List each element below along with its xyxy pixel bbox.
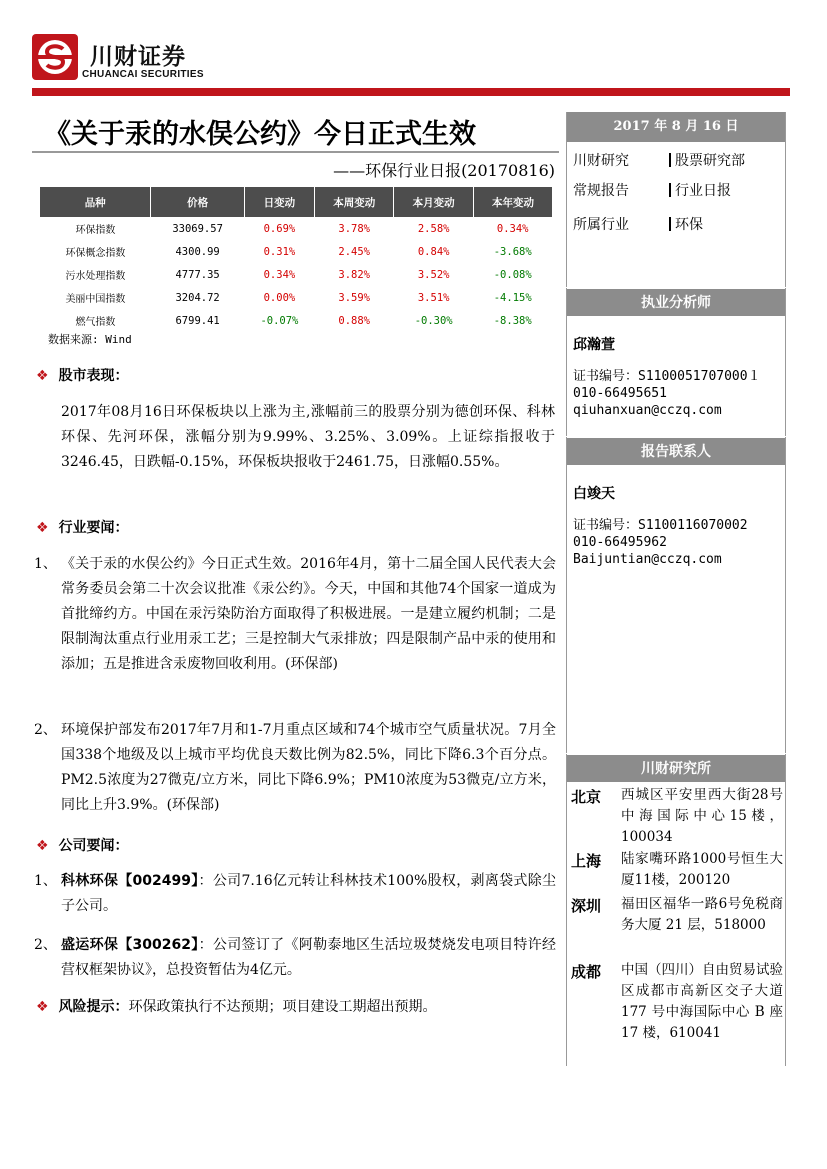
table-cell: 2.58%: [417, 222, 450, 235]
table-cell: 环保概念指数: [65, 248, 126, 259]
table-cell: -8.38%: [493, 314, 532, 327]
table-cell: 3.51%: [417, 291, 450, 304]
table-row: [40, 263, 552, 286]
office-address: 中国（四川）自由贸易试验区成都市高新区交子大道 177 号中海国际中心 B 座 17 楼，610041: [621, 962, 783, 1041]
table-header: 品种: [40, 187, 151, 217]
diamond-bullet-icon: ❖: [36, 838, 49, 854]
list-item: 1、 科林环保【002499】：公司7.16亿元转让科林技术100%股权，剥离袋式除尘子公司。: [34, 873, 556, 914]
table-cell: -0.07%: [260, 314, 299, 327]
table-cell: 美丽中国指数: [65, 294, 126, 305]
market-paragraph: 2017年08月16日环保板块以上涨为主,涨幅前三的股票分别为德创环保、科林环保、先河环保，涨幅分别为9.99%、3.25%、3.09%。上证综指报收于3246.45，日跌幅-0.15%，环保板块报收于2461.75，日涨幅0.55%。: [61, 404, 555, 470]
table-header-row: [40, 187, 552, 217]
brand-name-cn: 川财证券: [90, 44, 186, 70]
institute-heading: 川财研究所: [567, 754, 785, 782]
table-header: 本年变动: [473, 187, 552, 217]
table-cell: 3.78%: [338, 222, 370, 235]
table-cell: 4777.35: [175, 268, 220, 281]
page-title: 《关于汞的水俣公约》今日正式生效: [44, 119, 476, 150]
diamond-bullet-icon: ❖: [36, 520, 49, 536]
analyst-email[interactable]: qiuhanxuan@cczq.com: [573, 403, 722, 418]
analyst-box: [566, 288, 786, 436]
table-cell: 0.00%: [263, 291, 296, 304]
analyst-name: 邱瀚萱: [573, 337, 615, 353]
page-subtitle: ——环保行业日报(20170816): [333, 161, 555, 180]
table-cell: -4.15%: [493, 291, 532, 304]
table-row: [40, 240, 552, 263]
diamond-bullet-icon: ❖: [36, 999, 49, 1015]
table-cell: 33069.57: [172, 222, 223, 235]
table-row: [40, 309, 552, 332]
table-cell: -0.30%: [414, 314, 453, 327]
meta-row: 川财研究 股票研究部: [573, 153, 745, 169]
brand-name-en: CHUANCAI SECURITIES: [82, 69, 204, 80]
section-heading-market: ❖ 股市表现：: [36, 368, 129, 384]
table-cell: 0.34%: [263, 268, 296, 281]
table-cell: 0.34%: [496, 222, 529, 235]
list-item: 2、 环境保护部发布2017年7月和1-7月重点区域和74个城市空气质量状况。7月全国338个地级及以上城市平均优良天数比例为82.5%，同比下降6.3个百分点。PM2.5浓度为27微克/立方米，同比下降6.9%；PM10浓度为53微克/立方米，同比上升3.9%。(环保部): [34, 722, 556, 813]
risk-notice: ❖ 风险提示：环保政策执行不达预期；项目建设工期超出预期。: [36, 999, 437, 1015]
table-header: 本月变动: [394, 187, 473, 217]
table-source: 数据来源: Wind: [48, 333, 132, 346]
report-meta-box: [566, 112, 786, 287]
contact-email[interactable]: Baijuntian@cczq.com: [573, 552, 722, 567]
office-city: 成都: [571, 963, 602, 981]
contact-box: [566, 437, 786, 753]
table-cell: -0.08%: [493, 268, 532, 281]
contact-name: 白竣天: [573, 486, 615, 502]
table-cell: 环保指数: [75, 225, 116, 236]
table-header: 价格: [151, 187, 244, 217]
contact-heading: 报告联系人: [567, 437, 785, 465]
header-bar: [32, 88, 790, 96]
table-row: [40, 217, 552, 240]
meta-row: 所属行业 环保: [573, 217, 703, 233]
office-city: 上海: [571, 852, 602, 870]
table-cell: -3.68%: [493, 245, 532, 258]
table-cell: 0.88%: [338, 314, 370, 327]
analyst-heading: 执业分析师: [567, 288, 785, 316]
table-cell: 3.59%: [338, 291, 370, 304]
index-table: [40, 187, 552, 332]
table-cell: 0.84%: [417, 245, 450, 258]
title-divider: [32, 151, 559, 153]
office-address: 陆家嘴环路1000号恒生大厦11楼，200120: [621, 851, 783, 888]
table-row: [40, 286, 552, 309]
contact-phone: 010-66495962: [573, 535, 667, 550]
list-item: 2、 盛运环保【300262】：公司签订了《阿勒泰地区生活垃圾焚烧发电项目特许经营权框架协议》，总投资暂估为4亿元。: [34, 937, 556, 978]
section-heading-company: ❖ 公司要闻：: [36, 838, 129, 854]
table-cell: 3.82%: [338, 268, 370, 281]
table-cell: 6799.41: [175, 314, 220, 327]
report-date: 2017 年 8 月 16 日: [567, 112, 785, 142]
analyst-cert: 证书编号：S1100051707000１: [573, 369, 761, 384]
office-address: 福田区福华一路6号免税商务大厦 21 层，518000: [621, 896, 783, 933]
table-cell: 燃气指数: [75, 317, 116, 328]
office-address: 西城区平安里西大街28号中海国际中心15楼，100034: [621, 787, 783, 845]
table-cell: 0.31%: [263, 245, 296, 258]
analyst-phone: 010-66495651: [573, 386, 667, 401]
diamond-bullet-icon: ❖: [36, 368, 49, 384]
table-cell: 污水处理指数: [65, 271, 126, 282]
table-header: 本周变动: [314, 187, 393, 217]
list-item: 1、 《关于汞的水俣公约》今日正式生效。2016年4月，第十二届全国人民代表大会常务委员会第二十次会议批准《汞公约》。今天，中国和其他74个国家一道成为首批缔约方。中国在汞污染防治方面取得了积极进展。一是建立履约机制；二是限制淘汰重点行业用汞工艺；三是控制大气汞排放；四是限制产品中汞的使用和添加；五是推进含汞废物回收利用。(环保部): [34, 556, 556, 672]
office-city: 深圳: [571, 897, 602, 915]
contact-cert: 证书编号：S1100116070002: [573, 518, 748, 533]
section-heading-industry: ❖ 行业要闻：: [36, 520, 129, 536]
table-header: 日变动: [244, 187, 314, 217]
table-cell: 3.52%: [417, 268, 450, 281]
table-cell: 2.45%: [338, 245, 370, 258]
office-city: 北京: [571, 788, 602, 806]
meta-row: 常规报告 行业日报: [573, 183, 731, 199]
table-cell: 4300.99: [175, 245, 220, 258]
brand-logo-icon: [32, 34, 78, 80]
institute-box: [566, 754, 786, 1066]
table-cell: 0.69%: [263, 222, 296, 235]
table-cell: 3204.72: [175, 291, 220, 304]
